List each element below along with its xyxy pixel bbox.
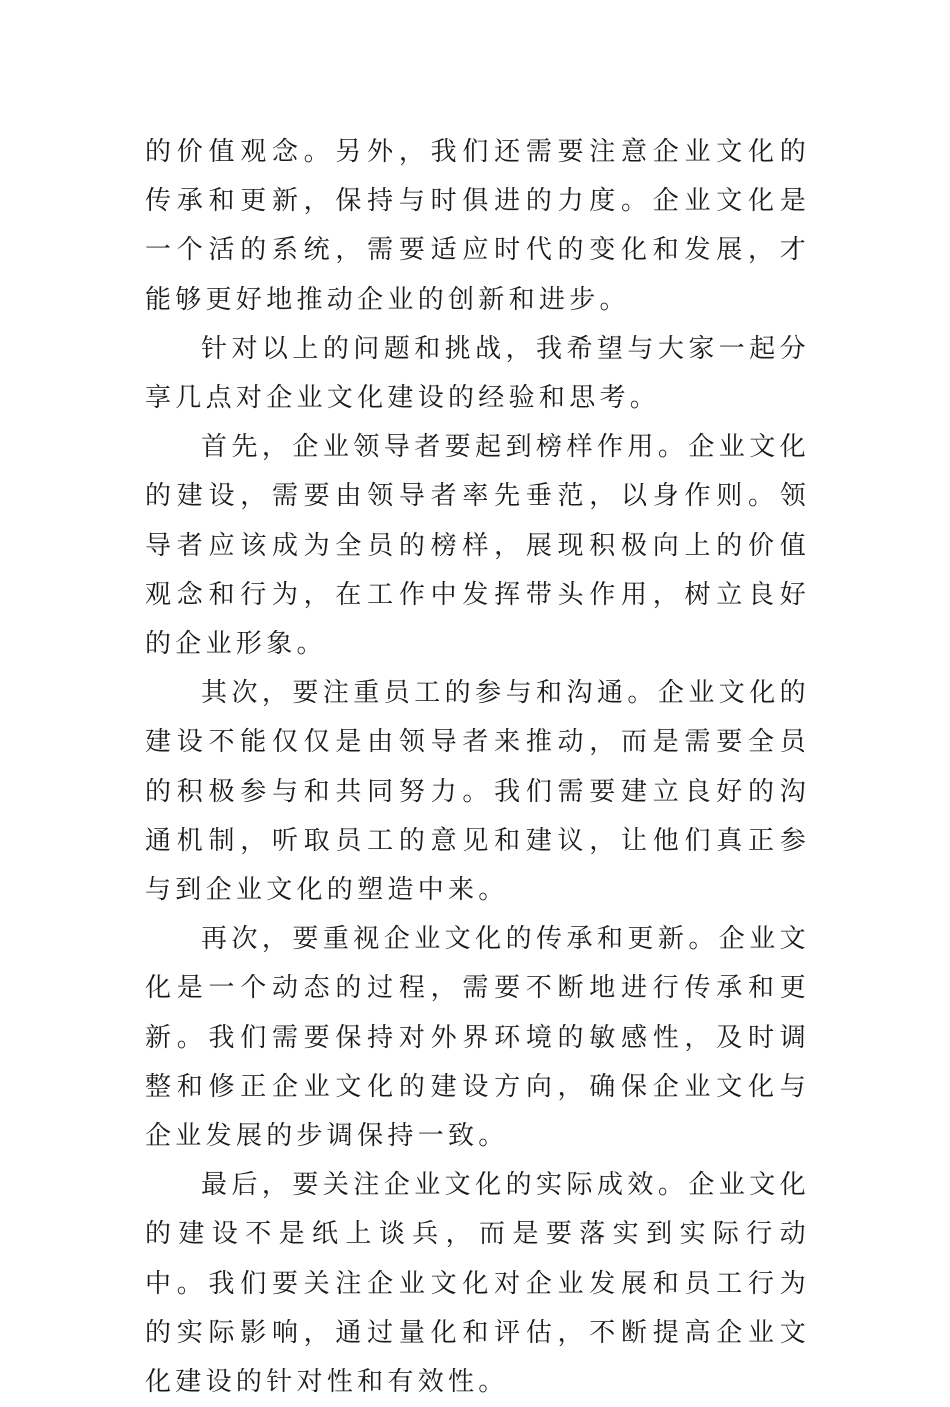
paragraph-second-point: 其次，要注重员工的参与和沟通。企业文化的建设不能仅仅是由领导者来推动，而是需要全员的积极参与和共同努力。我们需要建立良好的沟通机制，听取员工的意见和建议，让他们真正参与到企业文化的塑造中来。 — [145, 678, 810, 906]
paragraph-intro: 针对以上的问题和挑战，我希望与大家一起分享几点对企业文化建设的经验和思考。 — [145, 333, 810, 414]
document-body — [145, 128, 810, 1407]
paragraph-third-point: 再次，要重视企业文化的传承和更新。企业文化是一个动态的过程，需要不断地进行传承和更新。我们需要保持对外界环境的敏感性，及时调整和修正企业文化的建设方向，确保企业文化与企业发展的步调保持一致。 — [145, 924, 810, 1152]
paragraph-last-point: 最后，要关注企业文化的实际成效。企业文化的建设不是纸上谈兵，而是要落实到实际行动中。我们要关注企业文化对企业发展和员工行为的实际影响，通过量化和评估，不断提高企业文化建设的针对性和有效性。 — [145, 1170, 810, 1398]
paragraph-first-point: 首先，企业领导者要起到榜样作用。企业文化的建设，需要由领导者率先垂范，以身作则。领导者应该成为全员的榜样，展现积极向上的价值观念和行为，在工作中发挥带头作用，树立良好的企业形象。 — [145, 432, 810, 660]
paragraph-continuation: 的价值观念。另外，我们还需要注意企业文化的传承和更新，保持与时俱进的力度。企业文化是一个活的系统，需要适应时代的变化和发展，才能够更好地推动企业的创新和进步。 — [145, 137, 810, 315]
